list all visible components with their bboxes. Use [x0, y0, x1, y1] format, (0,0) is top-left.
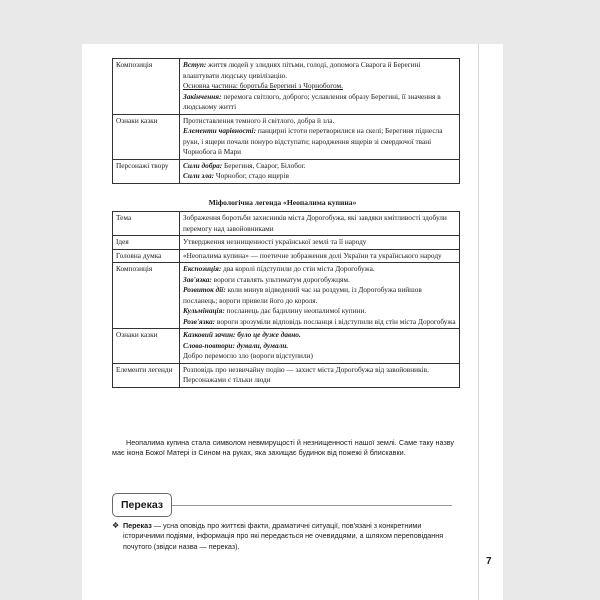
row-value: Вступ: життя людей у злиднях пітьми, голоді, допомога Сварога й Берегині влаштувати людську цивілізацію. Основна частина: боротьба Берегині з Чорнобогом. Закінчення: перемога світлого, доброго; уславлення образу Берегині, її значення в людському житті	[180, 59, 460, 115]
table-row	[113, 329, 460, 364]
section-title-box: Переказ	[112, 493, 172, 517]
definition-text: — усна оповідь про життєві факти, драматичні ситуації, пов'язані з конкретними історичними подіями, інформація про які передається не очевидцями, а шляхом переповідання почутого (звідси назва — переказ).	[123, 521, 444, 551]
fairy-tale-summary-table	[112, 58, 460, 184]
row-key: Композиція	[113, 263, 180, 329]
row-key: Ознаки казки	[113, 329, 180, 364]
row-value: Зображення боротьби захисників міста Дорогобужа, які завдяки кмітливості здобули перемогу над завойовниками	[180, 212, 460, 236]
page-number: 7	[486, 556, 492, 567]
row-key: Головна думка	[113, 249, 180, 263]
row-key: Ознаки казки	[113, 114, 180, 159]
diamond-bullet-icon: ❖	[112, 521, 120, 530]
table-row	[113, 249, 460, 263]
legend-summary-table	[112, 211, 460, 388]
row-key: Елементи легенди	[113, 363, 180, 387]
table-row	[113, 263, 460, 329]
legend-table-caption: Міфологічна легенда «Неопалима купина»	[208, 198, 357, 207]
row-key: Композиція	[113, 59, 180, 115]
row-key: Тема	[113, 212, 180, 236]
table-row	[113, 159, 460, 183]
row-value: Експозиція: два королі підступили до стін міста Дорогобужа. Зав'язка: вороги ставлять ультиматум дорогобужцям. Розвиток дії: коли минув відведений час на роздуми, із Дорогобужа вийшов посланець; вороги привели його до короля. Кульмінація: посланець дає бадилину неопалимої купини. Розв'язка: вороги зрозуміли відповідь посланця і відступили від стін міста Дорогобужа	[180, 263, 460, 329]
definition-term: Переказ	[123, 521, 152, 530]
table-row	[113, 59, 460, 115]
row-value: Розповідь про незвичайну подію — захист міста Дорогобужа від завойовників. Персонажами є тільки люди	[180, 363, 460, 387]
row-value: Протиставлення темного й світлого, добра й зла. Елементи чарівності: панцирні істоти перетворилися на скелі; Берегиня піднесла руки, і ящери почали понуро відступати; народження ящерів зі смердючої твані Чорнобога й Мари	[180, 114, 460, 159]
row-value: «Неопалима купина» — поетичне зображення долі України та українського народу	[180, 249, 460, 263]
row-value: Утвердження незнищенності української землі та її народу	[180, 236, 460, 250]
row-value: Сили добра: Берегиня, Сварог, Білобог. Сили зла: Чорнобог, стадо ящерів	[180, 159, 460, 183]
symbol-paragraph: Неопалима купина стала символом невмирущості й незнищенності нашої землі. Саме таку назву має ікона Божої Матері із Сином на руках, яка захищає будинок від пожежі й блискавки.	[112, 438, 454, 458]
row-key: Персонажі твору	[113, 159, 180, 183]
row-key: Ідея	[113, 236, 180, 250]
table-row	[113, 236, 460, 250]
table-row	[113, 212, 460, 236]
table-row	[113, 114, 460, 159]
table-row	[113, 363, 460, 387]
row-value: Казковий зачин: було це дуже давно. Слова-повтори: думали, думали. Добро перемогло зло (вороги відступили)	[180, 329, 460, 364]
page-margin-strip	[478, 44, 503, 600]
definition-item	[112, 521, 456, 552]
